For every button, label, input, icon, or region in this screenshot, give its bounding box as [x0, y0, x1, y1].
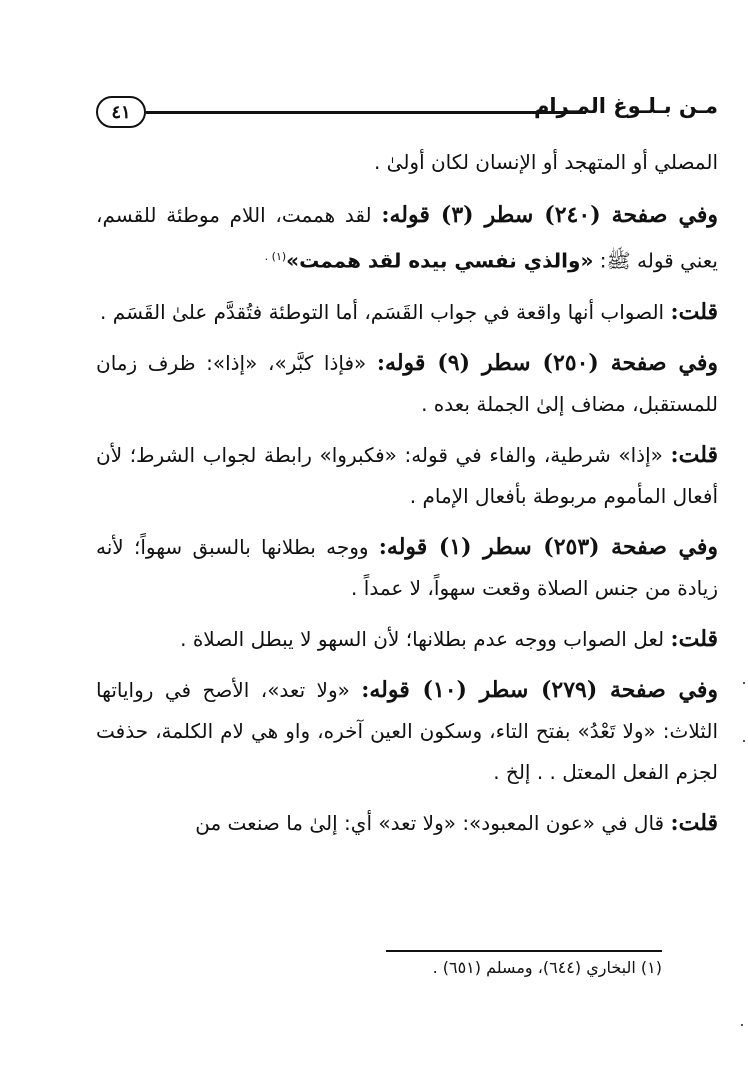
header-rule: [146, 111, 586, 114]
paragraph-heading: وفي صفحة (٢٥٣) سطر (١) قوله:: [378, 533, 719, 560]
paragraph: قلت: «إذا» شرطية، والفاء في قوله: «فكبروا» رابطة لجواب الشرط؛ لأن أفعال المأموم مربوطة بأفعال الإمام .: [96, 441, 718, 508]
paragraph: وفي صفحة (٢٥٠) سطر (٩) قوله: «فإذا كبَّر»، «إذا»: ظرف زمان للمستقبل، مضاف إلىٰ الجملة بعده .: [96, 349, 718, 416]
paragraph: وفي صفحة (٢٤٠) سطر (٣) قوله: لقد هممت، اللام موطئة للقسم، يعني قوله ﷺ: «والذي نفسي بيده لقد هممت»$^{(١) .}$: [96, 202, 718, 273]
paragraph: وفي صفحة (٢٧٩) سطر (١٠) قوله: «ولا تعد»، الأصح في رواياتها الثلاث: «ولا تَعْدُ» بفتح التاء، وسكون العين آخره، واو هي لام الكلمة، حذفت لجزم الفعل المعتل . . إلخ .: [96, 676, 718, 784]
scan-speck: [743, 740, 745, 742]
paragraph: وفي صفحة (٢٥٣) سطر (١) قوله: ووجه بطلانها بالسبق سهواً؛ لأنه زيادة من جنس الصلاة وقعت سهواً، لا عمداً .: [96, 533, 719, 600]
hadith-quote: «والذي نفسي بيده لقد هممت»: [286, 248, 594, 273]
footnote-rule: [386, 950, 662, 952]
paragraph-heading: وفي صفحة (٢٥٠) سطر (٩) قوله:: [376, 349, 718, 376]
paragraph: المصلي أو المتهجد أو الإنسان لكان أولىٰ .: [373, 150, 718, 174]
scan-speck: [741, 1024, 743, 1026]
page-number-badge: ٤١: [96, 96, 146, 128]
scan-speck: [743, 682, 745, 684]
body-text: [96, 142, 718, 854]
footnote: (١) البخاري (٦٤٤)، ومسلم (٦٥١) .: [432, 958, 662, 977]
footnote-marker[interactable]: (١) .: [264, 250, 287, 263]
running-header: [96, 92, 718, 136]
paragraph-heading: وفي صفحة (٢٧٩) سطر (١٠) قوله:: [361, 676, 718, 703]
paragraph-lead: قلت:: [670, 625, 718, 652]
paragraph: قلت: الصواب أنها واقعة في جواب القَسَم، أما التوطئة فتُقدَّم علىٰ القَسَم .: [100, 298, 718, 325]
running-title: مـن بـلـوغ المـرام: [533, 94, 718, 118]
paragraph-lead: قلت:: [670, 809, 718, 836]
paragraph: قلت: لعل الصواب ووجه عدم بطلانها؛ لأن السهو لا يبطل الصلاة .: [180, 625, 718, 652]
paragraph-lead: قلت:: [670, 441, 718, 468]
paragraph-heading: وفي صفحة (٢٤٠) سطر (٣) قوله:: [381, 202, 718, 228]
paragraph: قلت: قال في «عون المعبود»: «ولا تعد» أي: إلىٰ ما صنعت من: [195, 809, 718, 836]
paragraph-lead: قلت:: [670, 298, 718, 325]
